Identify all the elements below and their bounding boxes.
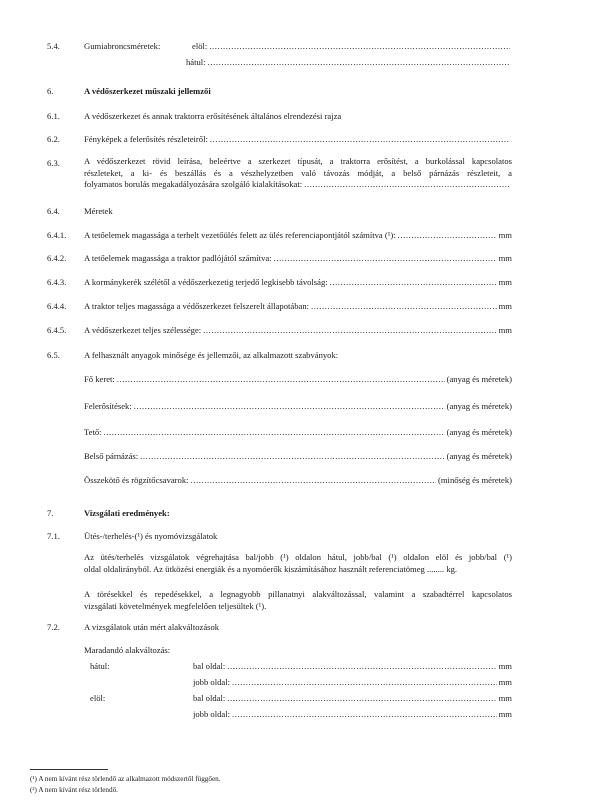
- description-block: A védőszerkezet rövid leírása, beleértve a szerkezet típusát, a traktorra erősítést, a burkolással kapcsolatos részleteket, a ki- és beszállás és a vészhelyzetben való távozás módját, a belső párnázás részleteit, a folyamatos borulás megakadályozására szolgáló kialakításokat: .....: [84, 156, 512, 191]
- section-text: Ütés-/terhelés-(¹) és nyomóvizsgálatok: [84, 531, 218, 541]
- section-number: 6.3.: [47, 158, 60, 168]
- section-number: 6.2.: [47, 134, 60, 144]
- footnote-divider: [30, 769, 108, 770]
- tyre-rear-field[interactable]: hátul: .....: [186, 57, 512, 67]
- material-field-roof[interactable]: Tető: ..... (anyag és méretek): [84, 427, 512, 437]
- section-number: 6.1.: [47, 111, 60, 121]
- section-number: 6.4.4.: [47, 301, 67, 311]
- impact-test-paragraph: Az ütés/terhelés vizsgálatok végrehajtása bal/jobb (¹) oldalon hátul, jobb/bal (¹) oldalon elöl és jobb/bal (¹) oldal oldalirányból. Az ütközési energiák és a nyomóerők kiszámításához használt referenciatömeg ........ kg.: [84, 552, 512, 574]
- section-text: Méretek: [84, 206, 113, 216]
- section-text: A felhasznált anyagok minősége és jellemzői, az alkalmazott szabványok:: [84, 350, 339, 360]
- roof-height-floor-field[interactable]: A tetőelemek magassága a traktor padlójától számítva: ..... mm: [84, 253, 512, 263]
- section-number: 6.4.: [47, 206, 60, 216]
- section-number: 6.4.3.: [47, 277, 67, 287]
- section-text: A védőszerkezet és annak traktorra erősítésének általános elrendezési rajza: [84, 111, 342, 121]
- front-left-field[interactable]: bal oldal: ..... mm: [193, 693, 512, 703]
- steering-distance-field[interactable]: A kormánykerék szélétől a védőszerkezetig terjedő legkisebb távolság: ..... mm: [84, 277, 512, 287]
- rear-left-field[interactable]: bal oldal: ..... mm: [193, 661, 512, 671]
- tyre-front-field[interactable]: elöl: .....: [192, 41, 512, 51]
- section-number: 6.: [47, 86, 54, 96]
- material-field-mountings[interactable]: Felerősítések: ..... (anyag és méretek): [84, 401, 512, 411]
- total-height-field[interactable]: A traktor teljes magassága a védőszerkezet felszerelt állapotában: ..... mm: [84, 301, 512, 311]
- section-number: 5.4.: [47, 41, 60, 51]
- section-number: 6.5.: [47, 350, 60, 360]
- rear-label: hátul:: [90, 661, 110, 671]
- material-field-main-frame[interactable]: Fő keret: ..... (anyag és méretek): [84, 374, 512, 384]
- tyre-size-label: Gumiabroncsméretek:: [84, 41, 161, 51]
- section-number: 6.4.5.: [47, 325, 67, 335]
- footnote: (¹) A nem kívánt rész törlendő az alkalmazott módszertől függően.: [30, 775, 221, 783]
- section-heading: A védőszerkezet műszaki jellemzői: [84, 86, 211, 96]
- section-number: 6.4.2.: [47, 253, 67, 263]
- section-text: A vizsgálatok után mért alakváltozások: [84, 622, 220, 632]
- section-number: 7.1.: [47, 531, 60, 541]
- permanent-deformation-label: Maradandó alakváltozás:: [84, 645, 171, 655]
- rear-right-field[interactable]: jobb oldal: ..... mm: [193, 677, 512, 687]
- section-number: 7.2.: [47, 622, 60, 632]
- total-width-field[interactable]: A védőszerkezet teljes szélessége: ..... mm: [84, 325, 512, 335]
- photos-field[interactable]: Fényképek a felerősítés részleteiről: .....: [84, 134, 512, 144]
- section-number: 6.4.1.: [47, 230, 67, 240]
- material-field-bolts[interactable]: Összekötő és rögzítőcsavarok: ..... (minőség és méretek): [84, 475, 512, 485]
- material-field-padding[interactable]: Belső párnázás: ..... (anyag és méretek): [84, 451, 512, 461]
- roof-height-seat-field[interactable]: A tetőelemek magassága a terhelt vezetőülés felett az ülés referenciapontjától számítva (¹): ..... mm: [84, 230, 512, 240]
- front-label: elöl:: [90, 693, 106, 703]
- description-field[interactable]: folyamatos borulás megakadályozására szolgáló kialakításokat: .....: [84, 179, 512, 191]
- section-heading: Vizsgálati eredmények:: [84, 508, 170, 518]
- fracture-paragraph: A törésekkel és repedésekkel, a legnagyobb pillanatnyi alakváltozással, valamint a szabadtérrel kapcsolatos vizsgálati követelmények megfelelően teljesültek (¹).: [84, 589, 512, 611]
- front-right-field[interactable]: jobb oldal: ..... mm: [193, 709, 512, 719]
- footnote: (²) A nem kívánt rész törlendő.: [30, 786, 118, 794]
- section-number: 7.: [47, 508, 54, 518]
